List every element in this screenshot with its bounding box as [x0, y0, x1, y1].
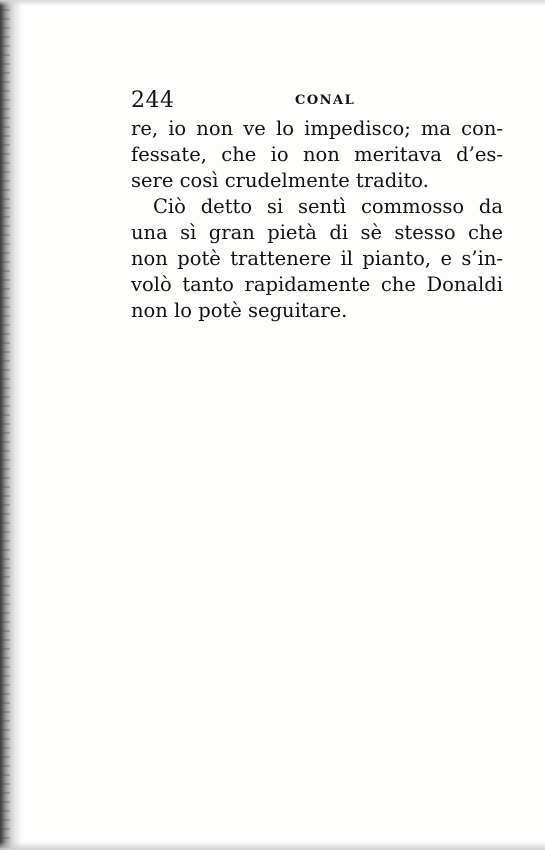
paragraph: [131, 194, 503, 324]
page-header: [131, 86, 501, 116]
text-line: non potè trattenere il pianto, e s’in-: [131, 247, 503, 270]
top-edge-shadow: [0, 0, 545, 6]
text-line: fessate, che io non meritava d’es-: [131, 143, 503, 166]
running-head: CONAL: [295, 93, 356, 108]
page-number: 244: [131, 88, 175, 113]
text-line: volò tanto rapidamente che Donaldi: [131, 273, 503, 296]
text-line: non lo potè seguitare.: [131, 299, 348, 322]
paragraph: [131, 116, 503, 194]
bottom-edge-shadow: [0, 842, 545, 850]
text-line: re, io non ve lo impedisco; ma con-: [131, 117, 503, 140]
text-line: sere così crudelmente tradito.: [131, 169, 429, 192]
text-line: Ciò detto si sentì commosso da: [153, 195, 503, 218]
text-line: una sì gran pietà di sè stesso che: [131, 221, 503, 244]
body-text: [131, 116, 503, 324]
binding-speckle: [2, 0, 10, 850]
